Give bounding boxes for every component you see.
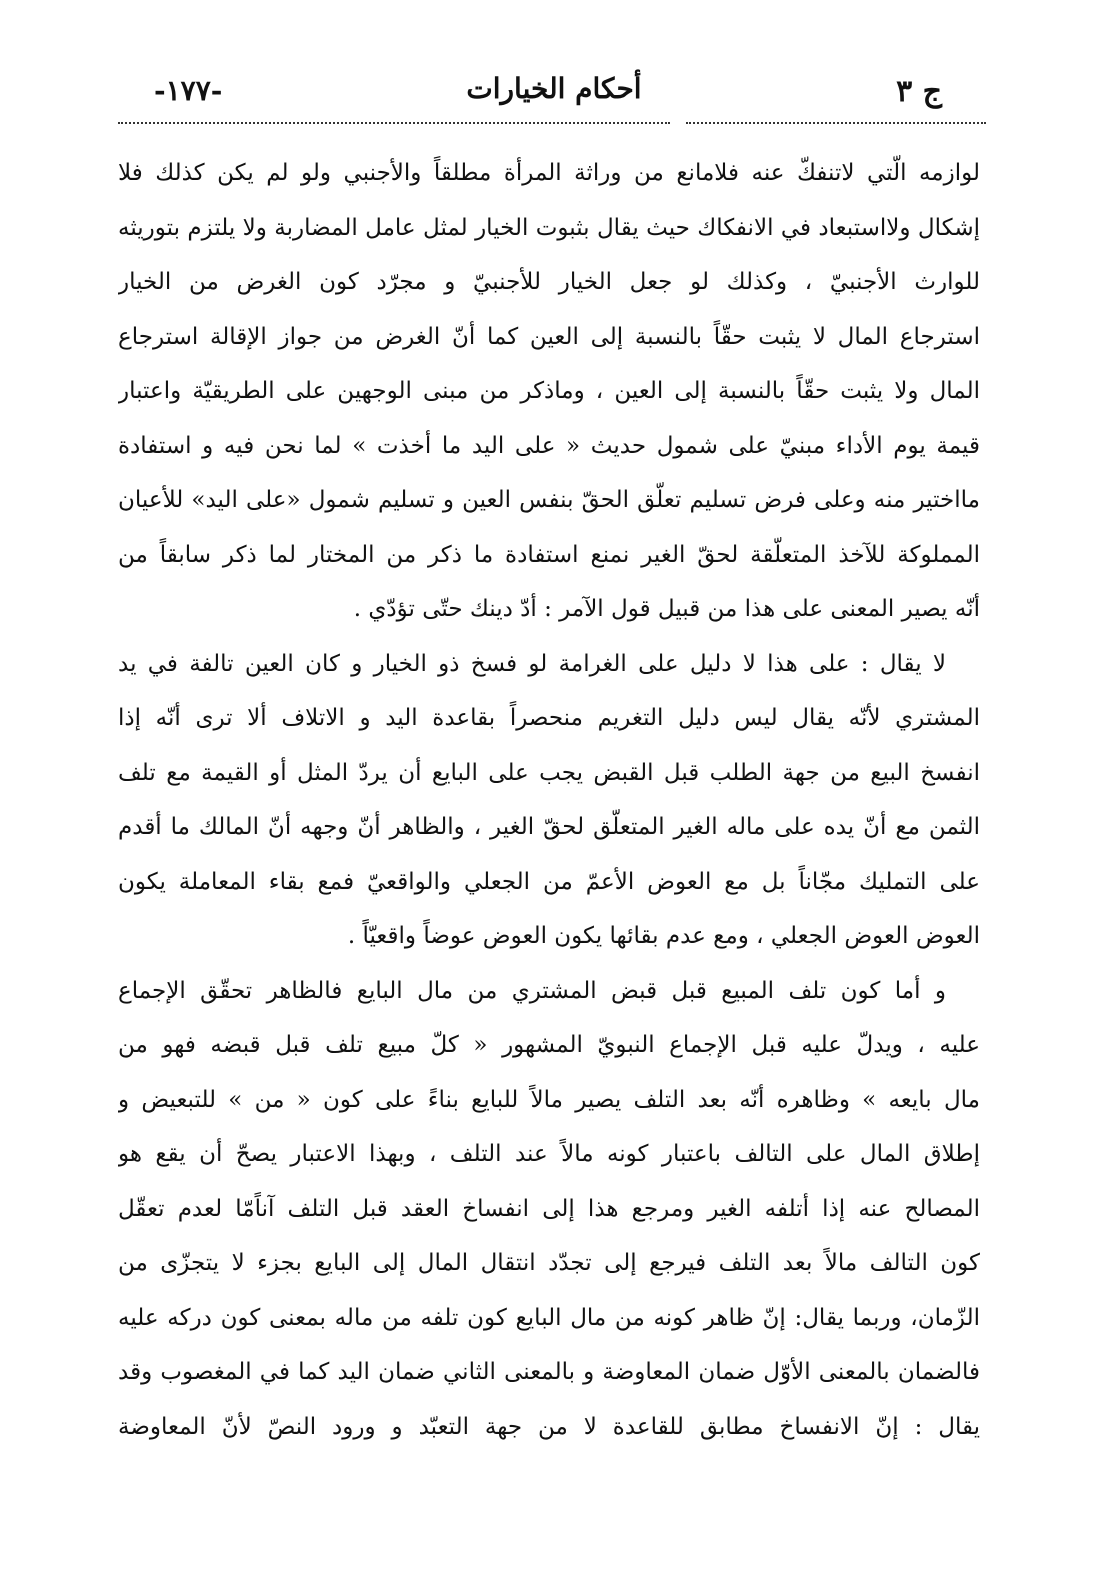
text-line: الزّمان، وربما يقال: إنّ ظاهر كونه من مال البايع كون تلفه من ماله بمعنى كون دركه عليه [118,1304,980,1331]
text-line: للوارث الأجنبيّ ، وكذلك لو جعل الخيار للأجنبيّ و مجرّد كون الغرض من الخيار [118,269,980,295]
header-divider-right [686,122,986,124]
text-line: على التمليك مجّاناً بل مع العوض الأعمّ من الجعلي والواقعيّ فمع بقاء المعاملة يكون [118,868,980,895]
text-line: المشتري لأنّه يقال ليس دليل التغريم منحصراً بقاعدة اليد و الاتلاف ألا ترى أنّه إذا [118,705,980,731]
text-line: يقال : إنّ الانفساخ مطابق للقاعدة لا من جهة التعبّد و ورود النصّ لأنّ المعاوضة [118,1413,980,1440]
header-divider-left [118,122,670,124]
text-line: استرجاع المال لا يثبت حقّاً بالنسبة إلى العين كما أنّ الغرض من جواز الإقالة استرجاع [118,323,980,350]
text-line: عليه ، ويدلّ عليه قبل الإجماع النبويّ المشهور « كلّ مبيع تلف قبل قبضه فهو من [118,1032,980,1058]
page-header [118,66,990,118]
text-line: مال بايعه » وظاهره أنّه بعد التلف يصير مالاً للبايع بناءً على كون « من » للتبعيض و [118,1086,980,1113]
text-line: الثمن مع أنّ يده على ماله الغير المتعلّق لحقّ الغير ، والظاهر أنّ وجهه أنّ المالك ما أقدم [118,814,980,840]
text-line: المال ولا يثبت حقّاً بالنسبة إلى العين ، وماذكر من مبنى الوجهين على الطريقيّة واعتبار [118,378,980,404]
text-line: المملوكة للآخذ المتعلّقة لحقّ الغير نمنع استفادة ما ذكر من المختار لما ذكر سابقاً من [118,541,980,568]
page-body [118,146,980,1454]
paragraph [118,146,980,637]
text-line: مااختير منه وعلى فرض تسليم تعلّق الحقّ بنفس العين و تسليم شمول «على اليد» للأعيان [118,487,980,513]
text-line: فالضمان بالمعنى الأوّل ضمان المعاوضة و بالمعنى الثاني ضمان اليد كما في المغصوب وقد [118,1359,980,1385]
text-line: إشكال ولااستبعاد في الانفكاك حيث يقال بثبوت الخيار لمثل عامل المضاربة ولا يلتزم بتوريثه [118,214,980,241]
text-line: و أما كون تلف المبيع قبل قبض المشتري من مال البايع فالظاهر تحقّق الإجماع [118,977,946,1004]
volume-label: ج ٣ [896,74,942,109]
text-line: قيمة يوم الأداء مبنيّ على شمول حديث « على اليد ما أخذت » لما نحن فيه و استفادة [118,432,980,459]
text-line: أنّه يصير المعنى على هذا من قبيل قول الآمر : أدّ دينك حتّى تؤدّي . [353,596,980,622]
text-line: كون التالف مالاً بعد التلف فيرجع إلى تجدّد انتقال المال إلى البايع بجزء لا يتجزّى من [118,1250,980,1276]
text-line: لا يقال : على هذا لا دليل على الغرامة لو فسخ ذو الخيار و كان العين تالفة في يد [118,650,946,677]
paragraph [118,964,980,1455]
page-number: -١٧٧- [154,74,223,107]
chapter-title: أحكام الخيارات [466,72,642,105]
text-line: العوض العوض الجعلي ، ومع عدم بقائها يكون العوض عوضاً واقعيّاً . [347,923,980,949]
text-line: لوازمه الّتي لاتنفكّ عنه فلامانع من وراثة المرأة مطلقاً والأجنبي ولو لم يكن كذلك فلا [118,160,980,186]
text-line: إطلاق المال على التالف باعتبار كونه مالاً عند التلف ، وبهذا الاعتبار يصحّ أن يقع هو [118,1141,980,1167]
text-line: انفسخ البيع من جهة الطلب قبل القبض يجب على البايع أن يردّ المثل أو القيمة مع تلف [118,759,980,786]
paragraph [118,637,980,964]
text-line: المصالح عنه إذا أتلفه الغير ومرجع هذا إلى انفساخ العقد قبل التلف آناًمّا لعدم تعقّل [118,1195,980,1222]
